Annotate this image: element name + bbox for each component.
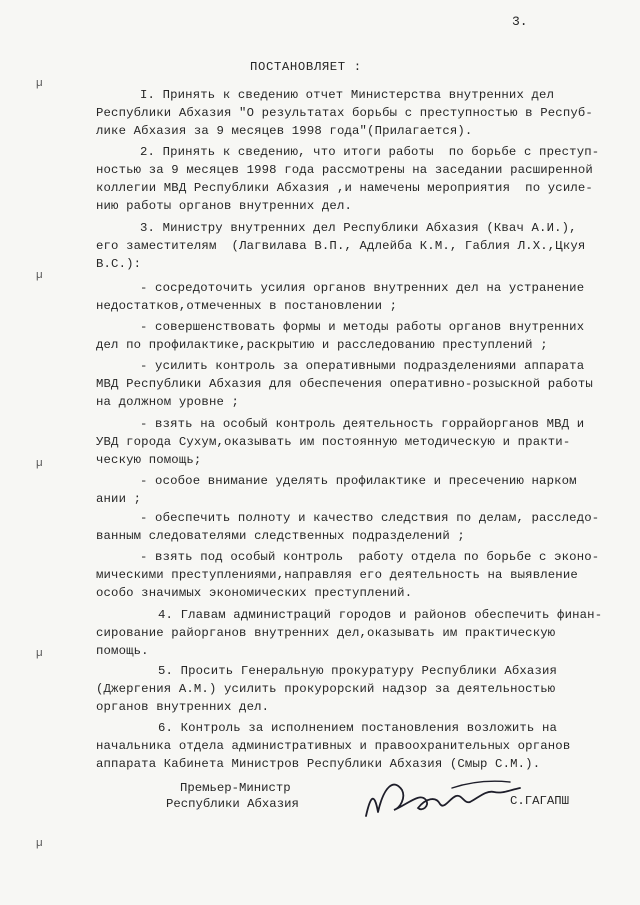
p6-line-3: аппарата Кабинета Министров Республики Абхазия (Смыр С.М.). <box>96 757 541 771</box>
item-6-line-2: ванным следователями следственных подразделений ; <box>96 529 465 543</box>
item-7-line-1: - взять под особый контроль работу отдела по борьбе с эконо- <box>140 550 600 564</box>
binding-mark: µ <box>36 838 43 850</box>
item-4-line-2: УВД города Сухум,оказывать им постоянную методическую и практи- <box>96 435 571 449</box>
p2-line-3: коллегии МВД Республики Абхазия ,и намечены мероприятия по усиле- <box>96 181 593 195</box>
item-1-line-2: недостатков,отмеченных в постановлении ; <box>96 299 398 313</box>
p4-line-1: 4. Главам администраций городов и районов обеспечить финан- <box>158 608 603 622</box>
p6-line-2: начальника отдела административных и правоохранительных органов <box>96 739 571 753</box>
item-4-line-1: - взять на особый контроль деятельность горрайорганов МВД и <box>140 417 585 431</box>
p5-line-1: 5. Просить Генеральную прокуратуру Республики Абхазия <box>158 664 558 678</box>
p1-line-1: I. Принять к сведению отчет Министерства внутренних дел <box>140 88 555 102</box>
signatory-title-line-2: Республики Абхазия <box>166 797 299 811</box>
binding-mark: µ <box>36 78 43 90</box>
p1-line-3: лике Абхазия за 9 месяцев 1998 года"(Прилагается). <box>96 124 473 138</box>
item-5-line-1: - особое внимание уделять профилактике и пресечению нарком <box>140 474 577 488</box>
item-3-line-1: - усилить контроль за оперативными подразделениями аппарата <box>140 359 585 373</box>
p4-line-2: сирование райорганов внутренних дел,оказывать им практическую <box>96 626 556 640</box>
p2-line-2: ностью за 9 месяцев 1998 года рассмотрены на заседании расширенной <box>96 163 593 177</box>
item-3-line-3: на должном уровне ; <box>96 395 240 409</box>
p2-line-4: нию работы органов внутренних дел. <box>96 199 352 213</box>
item-7-line-2: мическими преступлениями,направляя его деятельность на выявление <box>96 568 578 582</box>
p3-line-2: его заместителям (Лагвилава В.П., Адлейба К.М., Габлия Л.Х.,Цкуя <box>96 239 586 253</box>
item-4-line-3: ческую помощь; <box>96 453 202 467</box>
p2-line-1: 2. Принять к сведению, что итоги работы по борьбе с преступ- <box>140 145 600 159</box>
item-2-line-2: дел по профилактике,раскрытию и расследованию преступлений ; <box>96 338 548 352</box>
p3-line-1: 3. Министру внутренних дел Республики Абхазия (Квач А.И.), <box>140 221 577 235</box>
item-3-line-2: МВД Республики Абхазия для обеспечения оперативно-розыскной работы <box>96 377 593 391</box>
binding-mark: µ <box>36 270 43 282</box>
resolution-heading: ПОСТАНОВЛЯЕТ : <box>250 60 362 74</box>
p1-line-2: Республики Абхазия "О результатах борьбы с преступностью в Респуб- <box>96 106 593 120</box>
binding-mark: µ <box>36 648 43 660</box>
p3-line-3: В.С.): <box>96 257 142 271</box>
signatory-name: С.ГАГАПШ <box>510 794 570 808</box>
item-5-line-2: ании ; <box>96 492 142 506</box>
signatory-title-line-1: Премьер-Министр <box>180 781 291 795</box>
item-6-line-1: - обеспечить полноту и качество следствия по делам, расследо- <box>140 511 600 525</box>
handwritten-signature <box>360 768 530 828</box>
p4-line-3: помощь. <box>96 644 149 658</box>
binding-mark: µ <box>36 458 43 470</box>
item-7-line-3: особо значимых экономических преступлений. <box>96 586 413 600</box>
page-number: 3. <box>512 14 528 29</box>
item-1-line-1: - сосредоточить усилия органов внутренних дел на устранение <box>140 281 585 295</box>
p5-line-2: (Джергения А.М.) усилить прокурорский надзор за деятельностью <box>96 682 556 696</box>
p5-line-3: органов внутренних дел. <box>96 700 270 714</box>
p6-line-1: 6. Контроль за исполнением постановления возложить на <box>158 721 558 735</box>
item-2-line-1: - совершенствовать формы и методы работы органов внутренних <box>140 320 585 334</box>
